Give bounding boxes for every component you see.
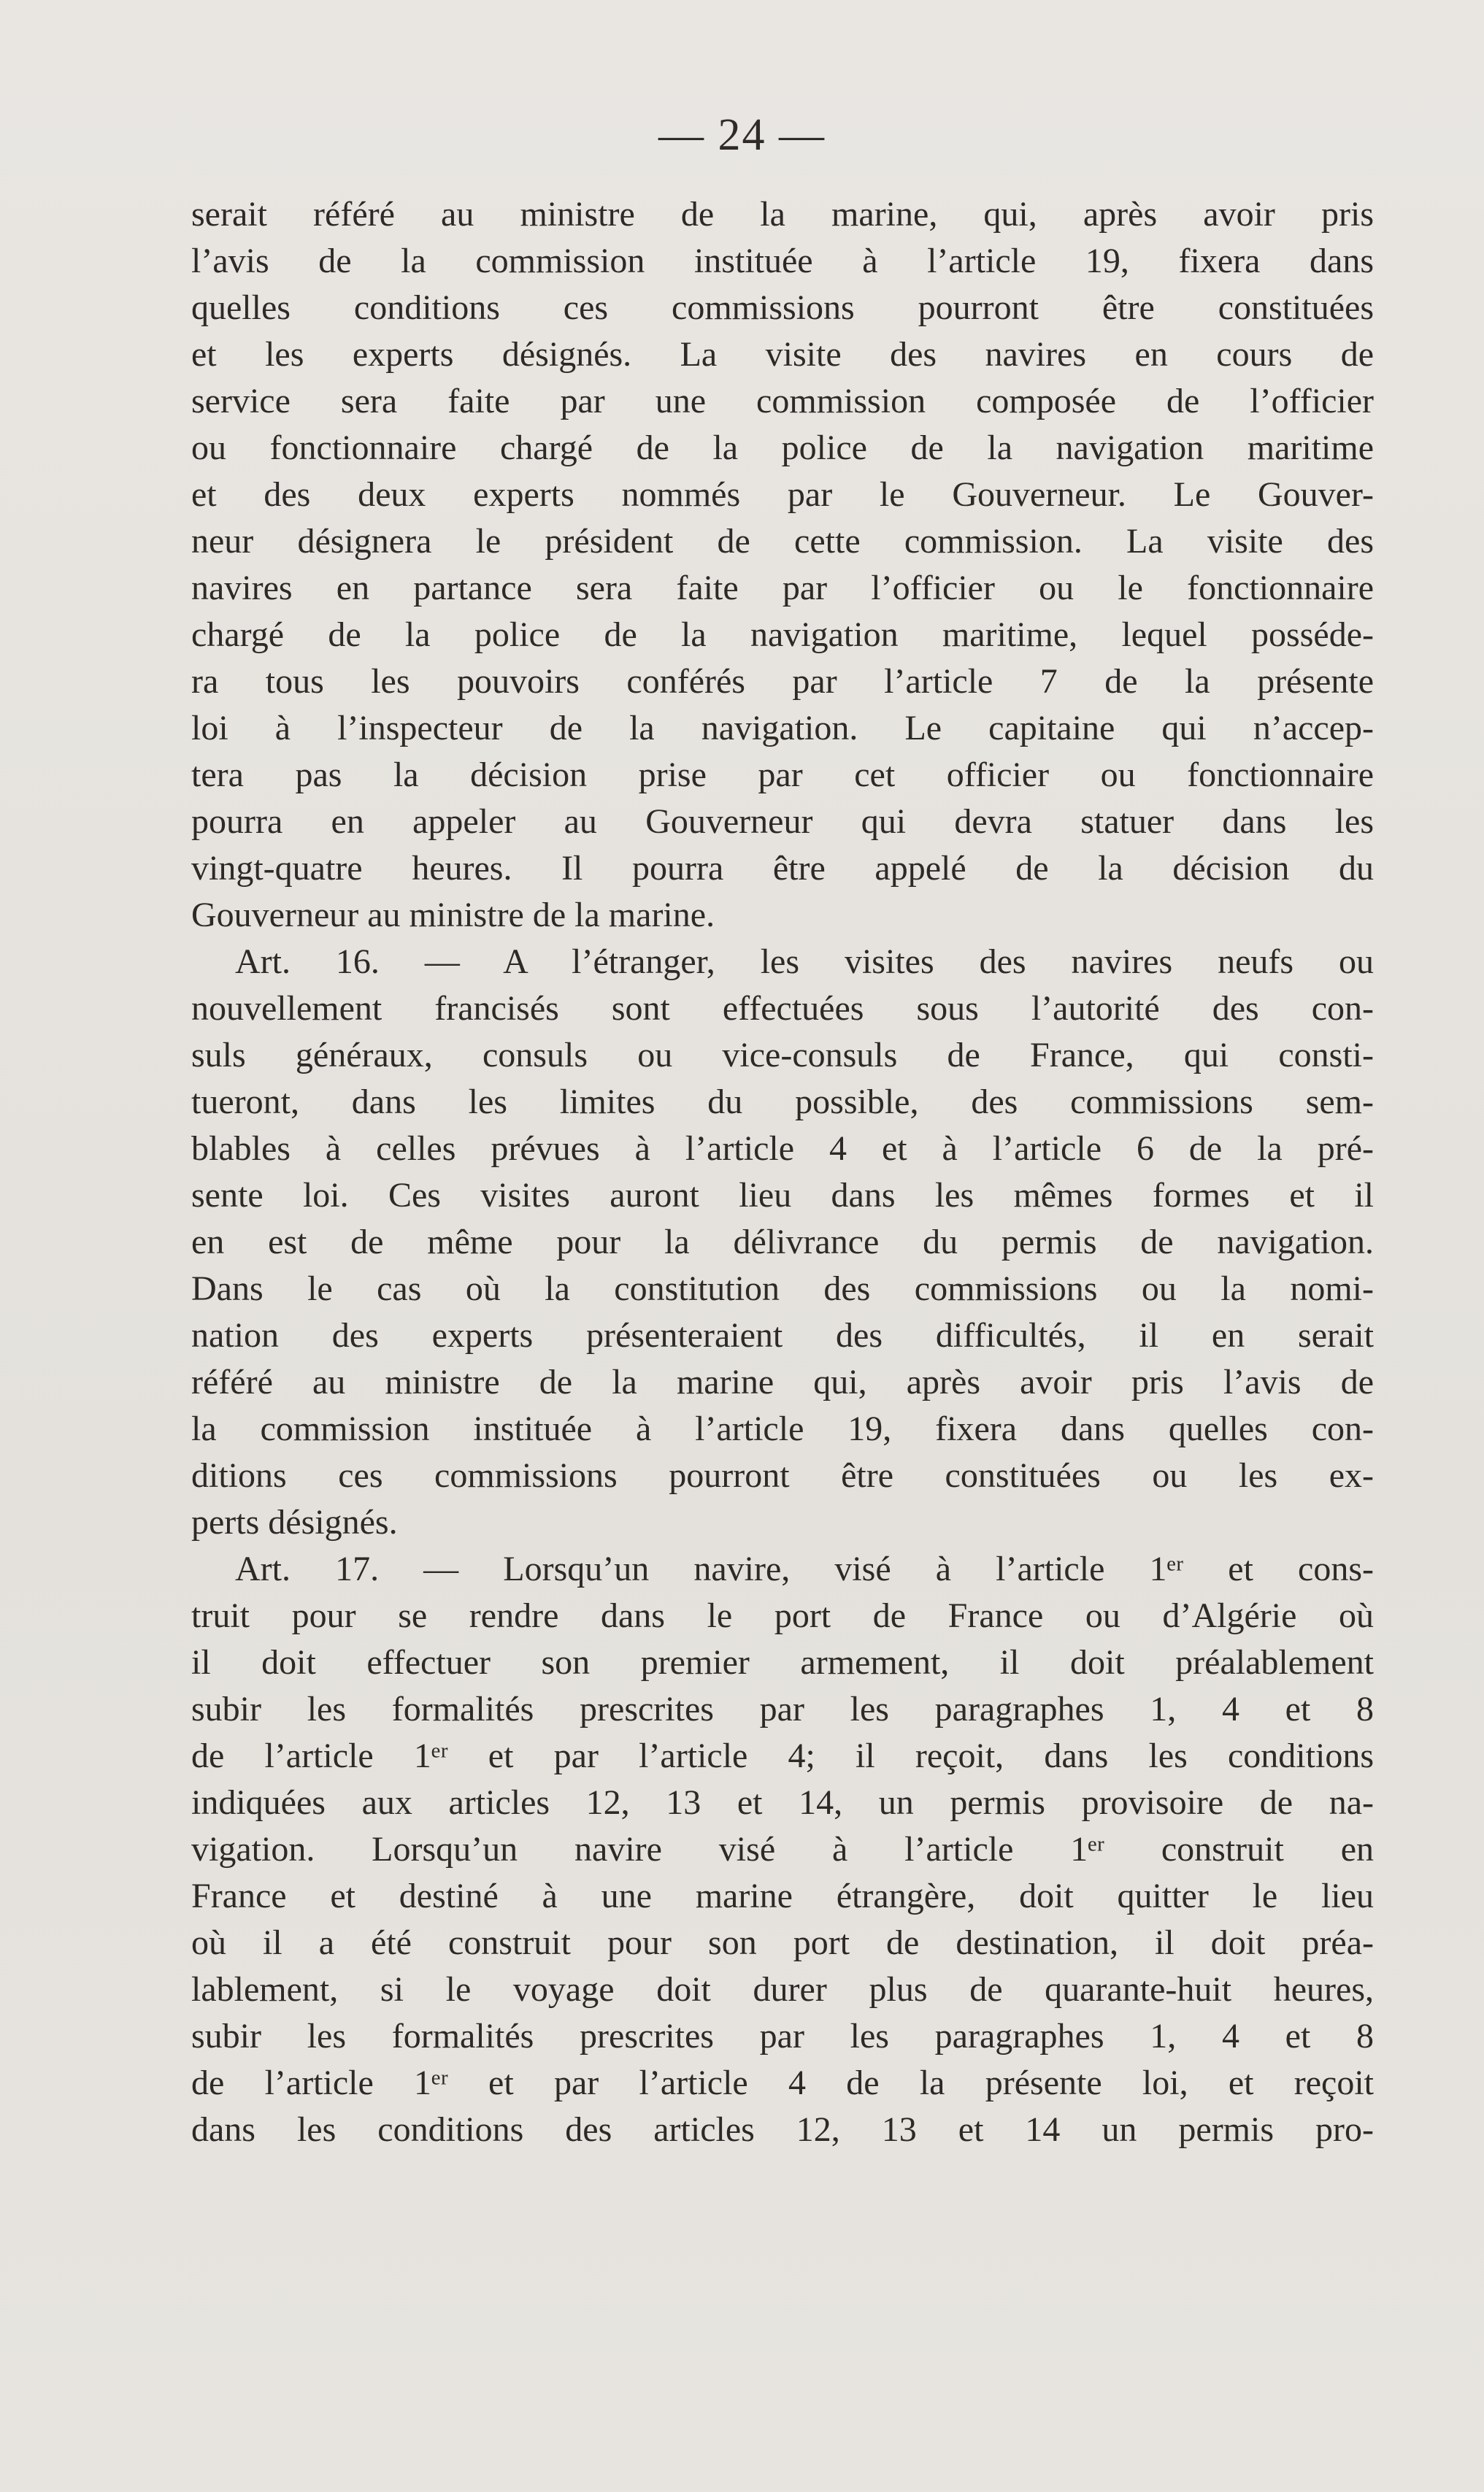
text-line: truit pour se rendre dans le port de France ou d’Algérie où	[191, 1596, 1374, 1635]
text-line: et des deux experts nommés par le Gouverneur. Le Gouver-	[191, 475, 1374, 514]
text-line: tera pas la décision prise par cet officier ou fonctionnaire	[191, 755, 1374, 794]
text-line: ditions ces commissions pourront être constituées ou les ex-	[191, 1456, 1374, 1495]
text-line: perts désignés.	[191, 1503, 398, 1542]
text-line: nation des experts présenteraient des difficultés, il en serait	[191, 1316, 1374, 1355]
text-line: France et destiné à une marine étrangère, doit quitter le lieu	[191, 1877, 1374, 1915]
text-line: subir les formalités prescrites par les paragraphes 1, 4 et 8	[191, 1690, 1374, 1728]
text-line: pourra en appeler au Gouverneur qui devra statuer dans les	[191, 802, 1374, 841]
text-line: suls généraux, consuls ou vice-consuls de France, qui consti-	[191, 1036, 1374, 1074]
text-line: Dans le cas où la constitution des commissions ou la nomi-	[191, 1269, 1374, 1308]
text-line: en est de même pour la délivrance du permis de navigation.	[191, 1223, 1374, 1261]
text-line: tueront, dans les limites du possible, des commissions sem-	[191, 1082, 1374, 1121]
text-line: nouvellement francisés sont effectuées sous l’autorité des con-	[191, 989, 1374, 1028]
text-line: la commission instituée à l’article 19, fixera dans quelles con-	[191, 1410, 1374, 1448]
text-line: Art. 17. — Lorsqu’un navire, visé à l’article 1ᵉʳ et cons-	[235, 1550, 1374, 1588]
text-line: loi à l’inspecteur de la navigation. Le capitaine qui n’accep-	[191, 709, 1374, 747]
text-line: sente loi. Ces visites auront lieu dans les mêmes formes et il	[191, 1176, 1374, 1215]
text-line: ou fonctionnaire chargé de la police de la navigation maritime	[191, 428, 1374, 467]
text-line: neur désignera le président de cette commission. La visite des	[191, 522, 1374, 561]
text-line: de l’article 1ᵉʳ et par l’article 4; il reçoit, dans les conditions	[191, 1737, 1374, 1775]
text-line: vingt-quatre heures. Il pourra être appelé de la décision du	[191, 849, 1374, 888]
text-line: l’avis de la commission instituée à l’article 19, fixera dans	[191, 242, 1374, 280]
text-line: vigation. Lorsqu’un navire visé à l’article 1ᵉʳ construit en	[191, 1830, 1374, 1869]
text-line: il doit effectuer son premier armement, il doit préalablement	[191, 1643, 1374, 1682]
text-line: dans les conditions des articles 12, 13 et 14 un permis pro-	[191, 2110, 1374, 2149]
text-line: ra tous les pouvoirs conférés par l’article 7 de la présente	[191, 662, 1374, 701]
text-line: référé au ministre de la marine qui, après avoir pris l’avis de	[191, 1363, 1374, 1401]
body-text	[191, 191, 1374, 2153]
text-line: blables à celles prévues à l’article 4 et à l’article 6 de la pré-	[191, 1129, 1374, 1168]
text-line: service sera faite par une commission composée de l’officier	[191, 382, 1374, 420]
text-line: indiquées aux articles 12, 13 et 14, un permis provisoire de na-	[191, 1783, 1374, 1822]
text-line: quelles conditions ces commissions pourront être constituées	[191, 288, 1374, 327]
text-line: navires en partance sera faite par l’officier ou le fonctionnaire	[191, 569, 1374, 607]
text-line: Gouverneur au ministre de la marine.	[191, 896, 715, 934]
page-number: — 24 —	[658, 110, 826, 160]
text-line: et les experts désignés. La visite des navires en cours de	[191, 335, 1374, 374]
text-line: lablement, si le voyage doit durer plus de quarante-huit heures,	[191, 1970, 1374, 2009]
text-line: chargé de la police de la navigation maritime, lequel posséde-	[191, 615, 1374, 654]
text-line: où il a été construit pour son port de destination, il doit préa-	[191, 1923, 1374, 1962]
text-line: serait référé au ministre de la marine, qui, après avoir pris	[191, 195, 1374, 234]
text-line: Art. 16. — A l’étranger, les visites des navires neufs ou	[235, 942, 1374, 981]
text-line: de l’article 1ᵉʳ et par l’article 4 de la présente loi, et reçoit	[191, 2064, 1374, 2102]
text-line: subir les formalités prescrites par les paragraphes 1, 4 et 8	[191, 2017, 1374, 2055]
